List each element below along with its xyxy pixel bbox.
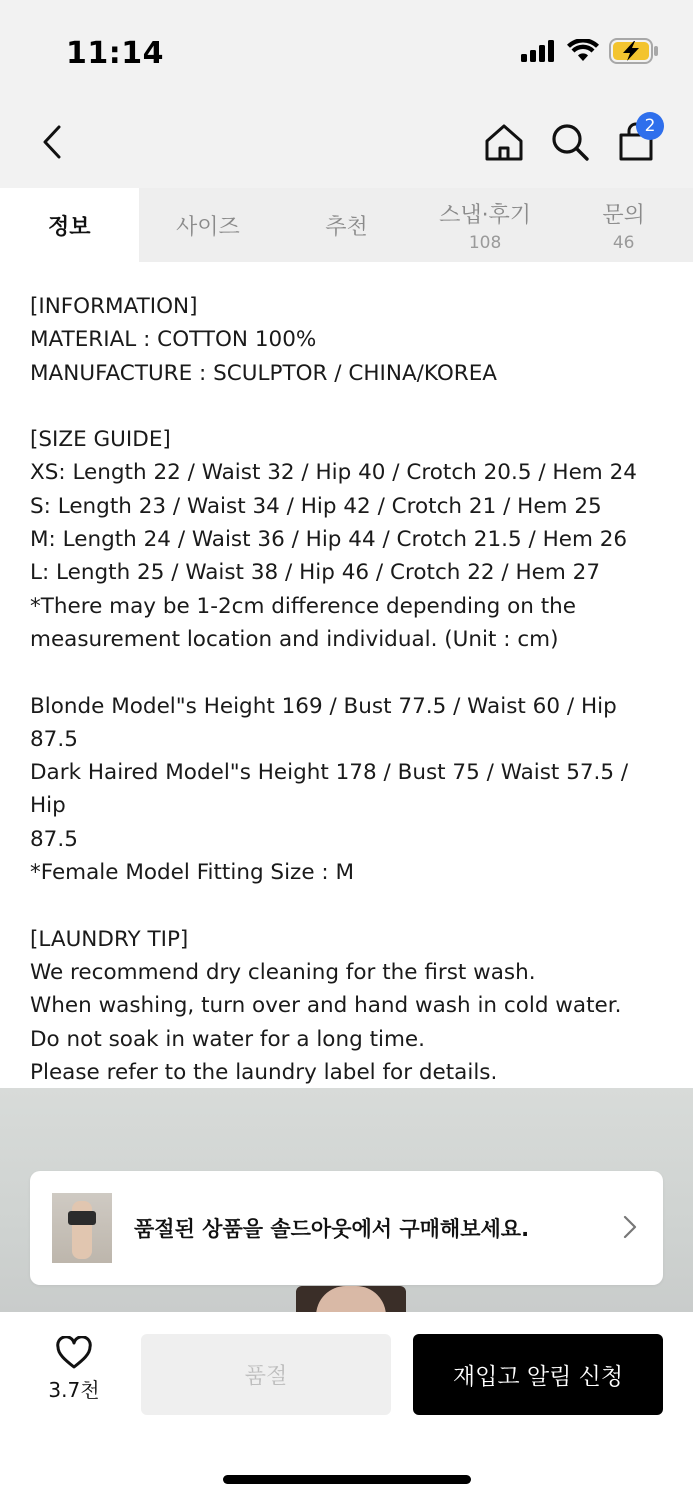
tab-count: 46 bbox=[612, 232, 635, 253]
signal-icon bbox=[521, 40, 557, 66]
cart-badge: 2 bbox=[636, 112, 664, 140]
top-navigation bbox=[0, 100, 693, 188]
thumbnail-figure bbox=[72, 1201, 92, 1259]
tab-inquiry[interactable] bbox=[554, 188, 693, 262]
heart-icon bbox=[55, 1336, 93, 1370]
tab-label: 문의 bbox=[602, 202, 645, 228]
product-tabs bbox=[0, 188, 693, 262]
info-line: M: Length 24 / Waist 36 / Hip 44 / Crotch 21.5 / Hem 26 bbox=[30, 527, 628, 553]
like-button[interactable] bbox=[36, 1336, 112, 1403]
chevron-right-icon bbox=[623, 1215, 637, 1239]
status-icons bbox=[521, 38, 659, 68]
search-button[interactable] bbox=[548, 118, 592, 166]
product-information bbox=[30, 290, 670, 1089]
info-line: [LAUNDRY TIP] bbox=[30, 926, 189, 952]
info-line: [SIZE GUIDE] bbox=[30, 427, 171, 453]
tab-recommend[interactable] bbox=[277, 188, 416, 262]
tab-count: 108 bbox=[468, 232, 502, 253]
thumbnail-shorts bbox=[68, 1211, 96, 1225]
tab-label: 사이즈 bbox=[176, 214, 240, 240]
chevron-left-icon bbox=[40, 124, 64, 160]
info-line: measurement location and individual. (Unit : cm) bbox=[30, 626, 559, 652]
tab-info[interactable] bbox=[0, 188, 139, 262]
home-button[interactable] bbox=[482, 118, 526, 166]
cart-button[interactable] bbox=[614, 118, 658, 166]
home-icon bbox=[483, 121, 525, 163]
like-count: 3.7천 bbox=[48, 1378, 100, 1402]
info-line: S: Length 23 / Waist 34 / Hip 42 / Crotch 21 / Hem 25 bbox=[30, 493, 602, 519]
battery-charging-icon bbox=[609, 38, 659, 68]
spacer bbox=[30, 656, 670, 689]
tab-label: 스냅·후기 bbox=[439, 202, 532, 228]
info-line: MANUFACTURE : SCULPTOR / CHINA/KOREA bbox=[30, 360, 497, 386]
soldout-button: 품절 bbox=[141, 1334, 391, 1415]
spacer bbox=[30, 889, 670, 922]
info-line: L: Length 25 / Waist 38 / Hip 46 / Crotch 22 / Hem 27 bbox=[30, 560, 601, 586]
home-indicator bbox=[223, 1475, 471, 1484]
status-time: 11:14 bbox=[66, 36, 164, 71]
info-line: When washing, turn over and hand wash in cold water. bbox=[30, 993, 622, 1019]
info-line: We recommend dry cleaning for the first wash. bbox=[30, 959, 536, 985]
soldout-banner[interactable] bbox=[30, 1171, 663, 1285]
info-line: *Female Model Fitting Size : M bbox=[30, 860, 355, 886]
info-line: 87.5 bbox=[30, 826, 78, 852]
wifi-icon bbox=[567, 39, 599, 67]
tab-snap-reviews[interactable] bbox=[416, 188, 555, 262]
info-line: Blonde Model"s Height 169 / Bust 77.5 / Waist 60 / Hip 87.5 bbox=[30, 693, 624, 752]
tab-size[interactable] bbox=[139, 188, 278, 262]
info-line: Please refer to the laundry label for details. bbox=[30, 1059, 498, 1085]
info-line: [INFORMATION] bbox=[30, 294, 198, 319]
status-bar bbox=[0, 0, 693, 100]
info-line: Do not soak in water for a long time. bbox=[30, 1026, 425, 1052]
info-line: *There may be 1-2cm difference depending on the bbox=[30, 593, 577, 619]
bottom-action-bar bbox=[0, 1312, 693, 1500]
back-button[interactable] bbox=[32, 118, 72, 166]
soldout-banner-text: 품절된 상품을 솔드아웃에서 구매해보세요. bbox=[134, 1217, 530, 1241]
restock-alert-button[interactable]: 재입고 알림 신청 bbox=[413, 1334, 663, 1415]
soldout-thumbnail bbox=[52, 1193, 112, 1263]
tab-label: 정보 bbox=[48, 214, 91, 240]
info-line: XS: Length 22 / Waist 32 / Hip 40 / Crotch 20.5 / Hem 24 bbox=[30, 460, 637, 486]
tab-label: 추천 bbox=[325, 214, 368, 240]
search-icon bbox=[549, 121, 591, 163]
spacer bbox=[30, 390, 670, 423]
info-line: MATERIAL : COTTON 100% bbox=[30, 327, 317, 353]
info-line: Dark Haired Model"s Height 178 / Bust 75 / Waist 57.5 / Hip bbox=[30, 760, 635, 819]
